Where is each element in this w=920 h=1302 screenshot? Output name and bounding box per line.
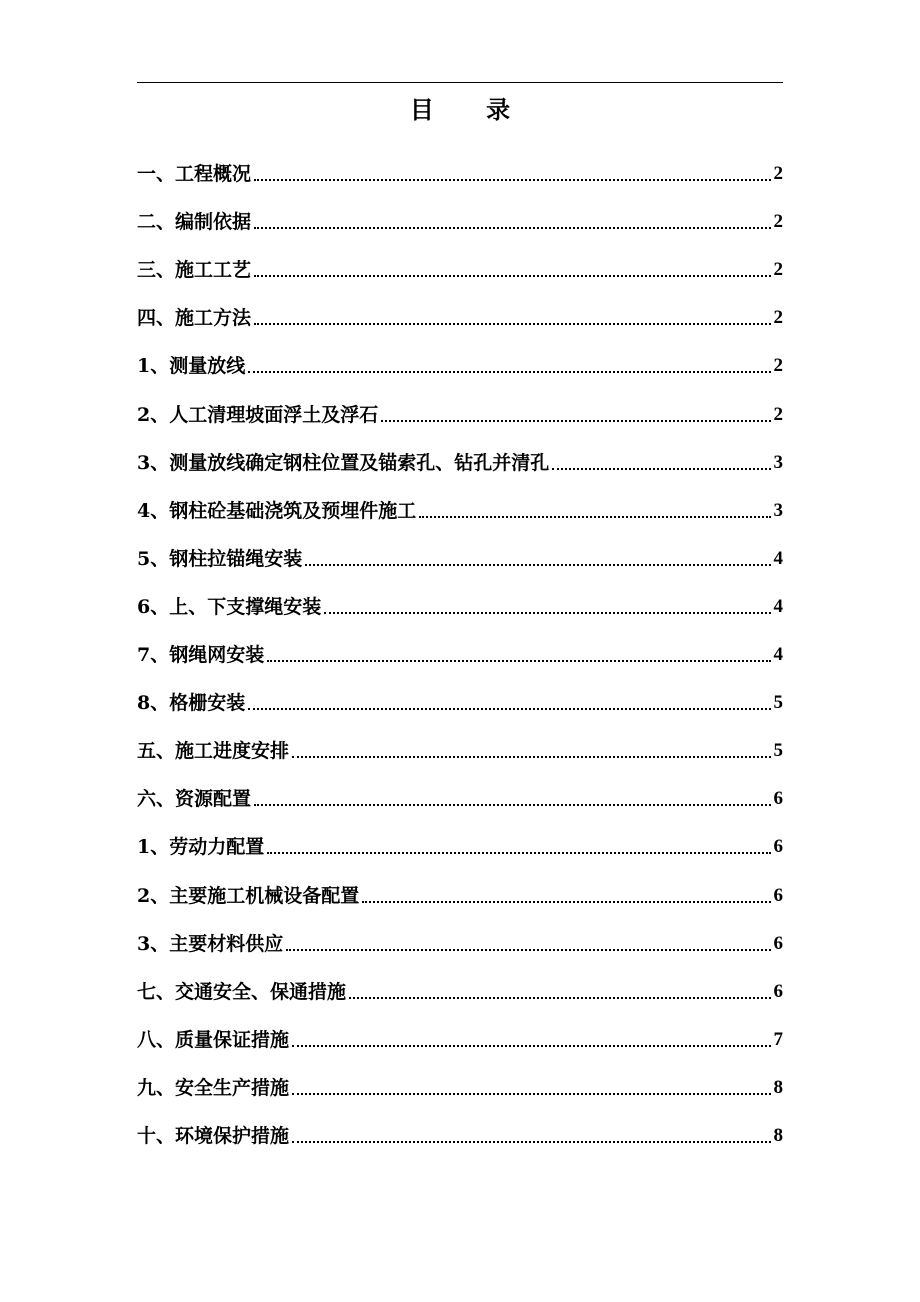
toc-entry-label: 一、工程概况	[137, 163, 252, 186]
toc-entry[interactable]	[137, 813, 783, 861]
toc-entry[interactable]	[137, 717, 783, 765]
toc-dot-leader	[552, 468, 770, 470]
toc-dot-leader	[267, 660, 770, 662]
toc-entry-label: 4、钢柱砼基础浇筑及预埋件施工	[137, 499, 417, 522]
toc-dot-leader	[324, 612, 770, 614]
toc-entry-label: 1、劳动力配置	[137, 836, 265, 859]
toc-entry-label: 二、编制依据	[137, 211, 252, 234]
toc-page-number: 2	[773, 403, 783, 425]
toc-entry-label: 十、环境保护措施	[137, 1124, 290, 1147]
toc-entry[interactable]	[137, 861, 783, 909]
toc-entry-label: 七、交通安全、保通措施	[137, 980, 347, 1003]
toc-entry[interactable]	[137, 140, 783, 188]
toc-dot-leader	[248, 708, 770, 710]
toc-page-number: 6	[773, 932, 783, 954]
toc-page-number: 5	[773, 692, 783, 714]
toc-entry-label: 九、安全生产措施	[137, 1076, 290, 1099]
toc-page-number: 6	[773, 884, 783, 906]
toc-entry[interactable]	[137, 573, 783, 621]
toc-dot-leader	[292, 1141, 770, 1143]
toc-page-number: 6	[773, 788, 783, 810]
toc-title: 目 录	[409, 95, 533, 124]
toc-page-number: 6	[773, 836, 783, 858]
toc-page-number: 4	[773, 547, 783, 569]
toc-entry-label: 6、上、下支撑绳安装	[137, 595, 322, 618]
toc-entry-label: 2、人工清理坡面浮土及浮石	[137, 403, 379, 426]
toc-page-number: 5	[773, 740, 783, 762]
toc-entry[interactable]	[137, 669, 783, 717]
toc-page-number: 2	[773, 307, 783, 329]
toc-entry[interactable]	[137, 1102, 783, 1150]
toc-entry-label: 五、施工进度安排	[137, 740, 290, 763]
toc-entry-label: 1、测量放线	[137, 355, 246, 378]
toc-page-number: 2	[773, 355, 783, 377]
toc-entry-label: 六、资源配置	[137, 788, 252, 811]
toc-dot-leader	[254, 323, 770, 325]
toc-page-number: 2	[773, 163, 783, 185]
toc-entry[interactable]	[137, 332, 783, 380]
toc-dot-leader	[349, 997, 770, 999]
toc-page-number: 2	[773, 211, 783, 233]
toc-page-number: 2	[773, 259, 783, 281]
toc-dot-leader	[286, 949, 770, 951]
toc-dot-leader	[305, 564, 770, 566]
toc-entry-label: 四、施工方法	[137, 307, 252, 330]
toc-dot-leader	[254, 804, 770, 806]
toc-page-number: 6	[773, 980, 783, 1002]
toc-entry[interactable]	[137, 188, 783, 236]
toc-dot-leader	[362, 901, 770, 903]
toc-dot-leader	[292, 1045, 770, 1047]
header-rule	[137, 82, 783, 83]
toc-dot-leader	[248, 371, 770, 373]
toc-entry-label: 8、格栅安装	[137, 692, 246, 715]
toc-entry[interactable]	[137, 525, 783, 573]
toc-page-number: 8	[773, 1124, 783, 1146]
toc-dot-leader	[419, 516, 770, 518]
toc-page-number: 4	[773, 644, 783, 666]
toc-dot-leader	[254, 227, 770, 229]
toc-entry-label: 2、主要施工机械设备配置	[137, 884, 360, 907]
toc-entry-label: 7、钢绳网安装	[137, 644, 265, 667]
toc-dot-leader	[292, 1093, 770, 1095]
toc-entry[interactable]	[137, 429, 783, 477]
toc-dot-leader	[292, 756, 770, 758]
toc-entry-label: 3、主要材料供应	[137, 932, 284, 955]
toc-page-number: 4	[773, 595, 783, 617]
toc-page-number: 3	[773, 451, 783, 473]
toc-entry[interactable]	[137, 380, 783, 428]
toc-entry[interactable]	[137, 765, 783, 813]
toc-dot-leader	[254, 275, 770, 277]
toc-entry[interactable]	[137, 477, 783, 525]
toc-entry-label: 3、测量放线确定钢柱位置及锚索孔、钻孔并清孔	[137, 451, 550, 474]
toc-dot-leader	[254, 179, 770, 181]
toc-list	[137, 140, 783, 1150]
toc-entry[interactable]	[137, 284, 783, 332]
toc-entry-label: 5、钢柱拉锚绳安装	[137, 547, 303, 570]
toc-entry[interactable]	[137, 236, 783, 284]
toc-entry[interactable]	[137, 621, 783, 669]
toc-entry[interactable]	[137, 958, 783, 1006]
toc-page-number: 3	[773, 499, 783, 521]
toc-page-number: 7	[773, 1028, 783, 1050]
toc-entry[interactable]	[137, 1054, 783, 1102]
toc-page-number: 8	[773, 1076, 783, 1098]
toc-dot-leader	[267, 852, 770, 854]
toc-entry[interactable]	[137, 1006, 783, 1054]
toc-entry-label: 八、质量保证措施	[137, 1028, 290, 1051]
toc-entry-label: 三、施工工艺	[137, 259, 252, 282]
toc-entry[interactable]	[137, 910, 783, 958]
toc-dot-leader	[381, 420, 770, 422]
